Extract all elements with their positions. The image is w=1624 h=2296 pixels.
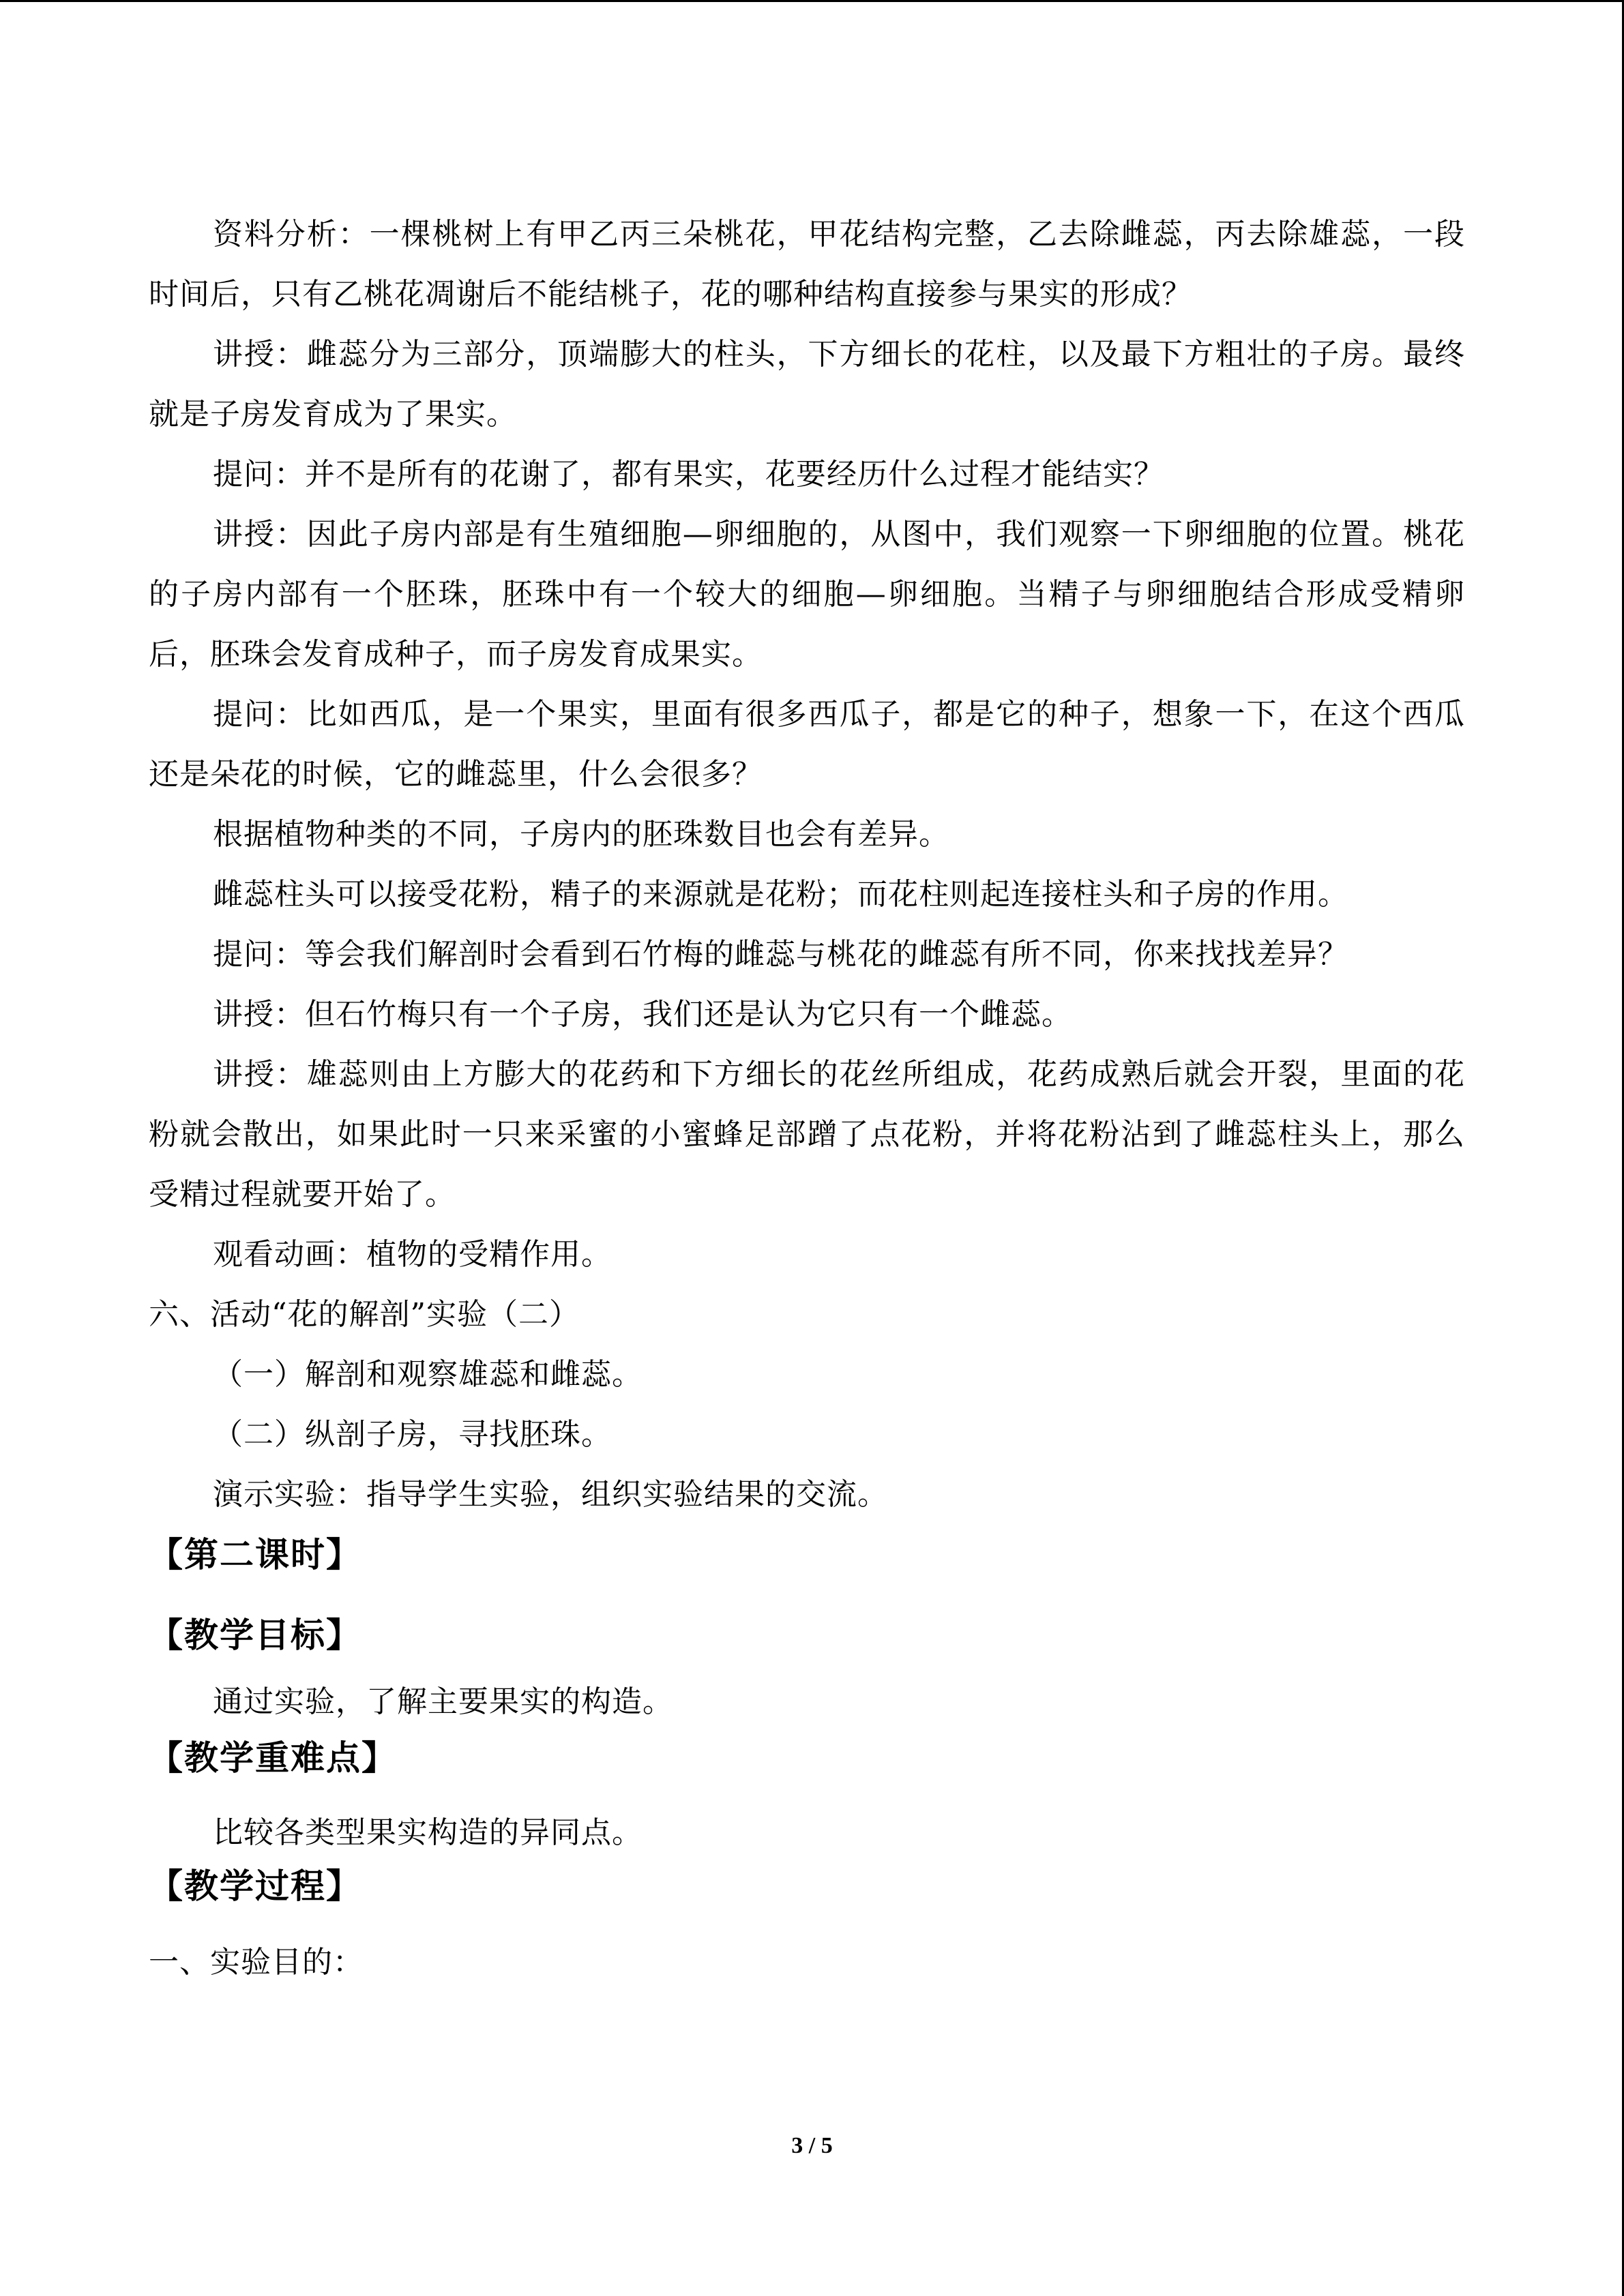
page-number: 3 / 5 — [791, 2133, 833, 2158]
paragraph-key-points: 比较各类型果实构造的异同点。 — [213, 1815, 643, 1850]
paragraph-lecture-ovary: 讲授：因此子房内部是有生殖细胞—卵细胞的，从图中，我们观察一下卵细胞的位置。桃花的子房内部有一个胚珠，胚珠中有一个较大的细胞—卵细胞。当精子与卵细胞结合形成受精卵后，胚珠会发育成种子，而子房发育成果实。 — [149, 517, 1465, 672]
paragraph-lecture-pistil: 讲授：雌蕊分为三部分，顶端膨大的柱头，下方细长的花柱，以及最下方粗壮的子房。最终就是子房发育成为了果实。 — [149, 337, 1465, 432]
section-six-item-2: （二）纵剖子房，寻找胚珠。 — [213, 1417, 612, 1452]
page-border-top — [0, 0, 1624, 2]
paragraph-lecture-dianthus: 讲授：但石竹梅只有一个子房，我们还是认为它只有一个雌蕊。 — [213, 997, 1072, 1032]
heading-teaching-goals: 【教学目标】 — [149, 1615, 361, 1655]
paragraph-goals: 通过实验，了解主要果实的构造。 — [213, 1684, 673, 1719]
paragraph-material-analysis: 资料分析：一棵桃树上有甲乙丙三朵桃花，甲花结构完整，乙去除雌蕊，丙去除雄蕊，一段时间后，只有乙桃花凋谢后不能结桃子，花的哪种结构直接参与果实的形成？ — [149, 217, 1465, 312]
section-six-item-1: （一）解剖和观察雄蕊和雌蕊。 — [213, 1357, 643, 1392]
heading-teaching-process: 【教学过程】 — [149, 1866, 361, 1906]
paragraph-question-dianthus: 提问：等会我们解剖时会看到石竹梅的雌蕊与桃花的雌蕊有所不同，你来找找差异？ — [213, 937, 1348, 972]
process-item-experiment-purpose: 一、实验目的： — [149, 1945, 364, 1980]
heading-lesson-two: 【第二课时】 — [149, 1535, 361, 1575]
paragraph-animation: 观看动画：植物的受精作用。 — [213, 1237, 612, 1272]
section-six-title: 六、活动“花的解剖”实验（二） — [149, 1297, 580, 1332]
paragraph-question-fruiting: 提问：并不是所有的花谢了，都有果实，花要经历什么过程才能结实？ — [213, 457, 1164, 492]
paragraph-question-watermelon: 提问：比如西瓜，是一个果实，里面有很多西瓜子，都是它的种子，想象一下，在这个西瓜还是朵花的时候，它的雌蕊里，什么会很多？ — [149, 697, 1465, 792]
paragraph-lecture-stamen: 讲授：雄蕊则由上方膨大的花药和下方细长的花丝所组成，花药成熟后就会开裂，里面的花粉就会散出，如果此时一只来采蜜的小蜜蜂足部蹭了点花粉，并将花粉沾到了雌蕊柱头上，那么受精过程就要开始了。 — [149, 1057, 1465, 1212]
paragraph-demo-experiment: 演示实验：指导学生实验，组织实验结果的交流。 — [213, 1477, 888, 1512]
paragraph-ovule-count: 根据植物种类的不同，子房内的胚珠数目也会有差异。 — [213, 817, 949, 852]
heading-key-points: 【教学重难点】 — [149, 1738, 397, 1778]
paragraph-stigma-style: 雌蕊柱头可以接受花粉，精子的来源就是花粉；而花柱则起连接柱头和子房的作用。 — [213, 877, 1348, 912]
document-body — [149, 205, 1465, 1993]
